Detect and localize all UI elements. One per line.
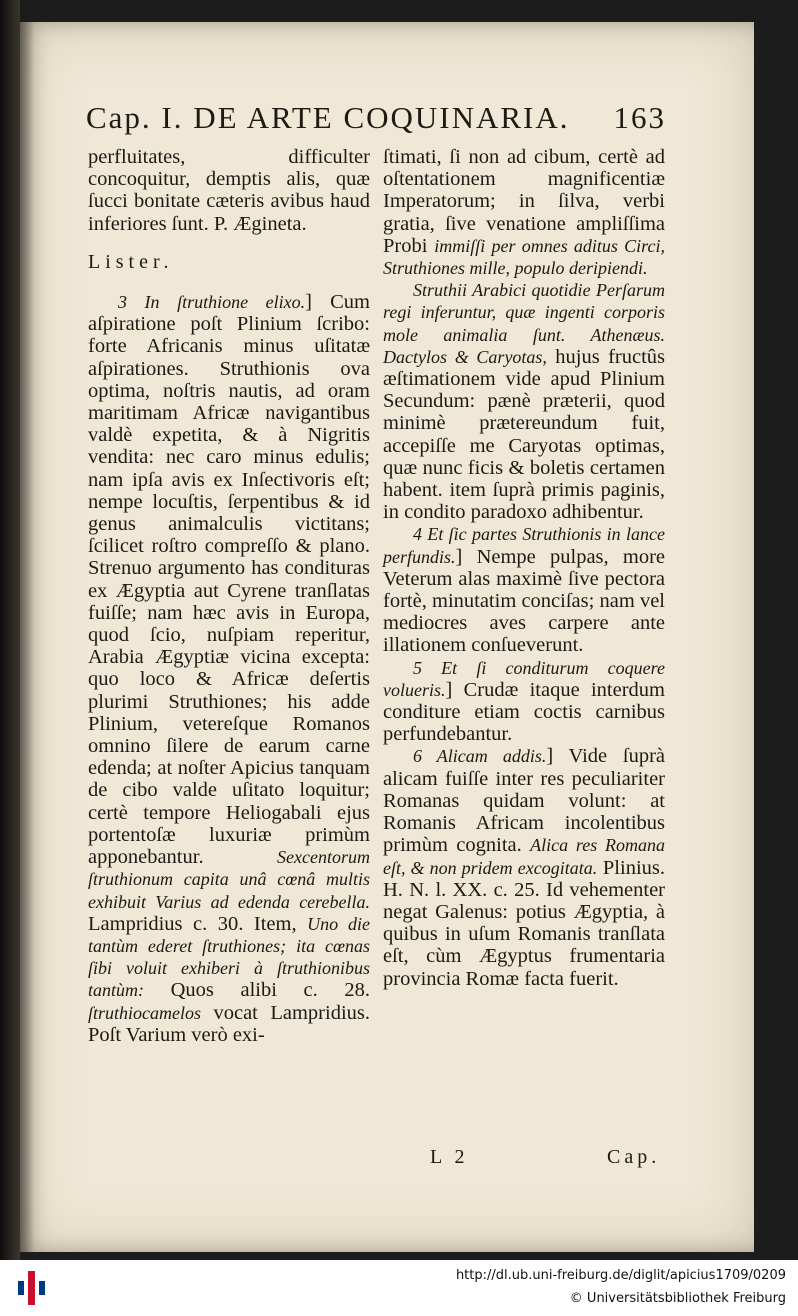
quotation: Uno die tantùm ederet ſtruthiones; ita cœnas ſibi voluit exhiberi à ſtruthionibus tantùm:	[88, 913, 370, 1001]
catchword: Cap.	[607, 1146, 661, 1168]
quotation: ſtruthiocamelos	[88, 1002, 201, 1023]
paragraph-text: ] Nempe pulpas, more Veterum alas maximè ſive pectora fortè, minutatim conciſas; nam vel mediocres aves carpere ante illationem conſueverunt.	[383, 545, 665, 657]
permalink-url[interactable]: http://dl.ub.uni-freiburg.de/diglit/apicius1709/0209	[455, 1268, 786, 1283]
page-number: 163	[613, 100, 666, 135]
scan-edge	[0, 0, 20, 1260]
paragraph: perfluitates, difficulter concoquitur, demptis alis, quæ ſucci bonitate cæteris avibus haud inferiores ſunt. P. Ægineta.	[88, 146, 370, 235]
page-gutter-shadow	[20, 22, 34, 1252]
lemma: 4 Et ſic partes Struthionis in lance perfundis.	[383, 524, 665, 567]
paragraph	[383, 279, 665, 523]
paragraph-text: vocat Lampridius. Poſt Varium verò exi-	[88, 1001, 370, 1046]
quotation: immiſſi per omnes aditus Circi, Struthiones mille, populo deripiendi.	[383, 235, 665, 279]
ub-freiburg-logo-icon[interactable]	[14, 1269, 52, 1307]
section-heading: Lister.	[88, 250, 174, 273]
paragraph-text: Quos alibi c. 28.	[170, 979, 370, 1002]
running-head	[86, 100, 670, 144]
lemma: 3 In ſtruthione elixo.	[118, 292, 306, 313]
paragraph-text: ] Cum aſpiratione poſt Plinium ſcribo: forte Africanis minus uſitatæ aſpirationes. Struthionis ova optima, noſtris nautis, ad oram maritimam Africæ navigantibus valdè expetita, & à Nigritis vendita: nec caro minus edulis; nam ipſa avis ex Inſectivoris eſt; nempe locuſtis, ſerpentibus & id genus animalculis victitans; ſcilicet roſtro compreſſo & plano. Strenuo argumento has condituras ex Ægyptia aut Cyrene tranſlatas fuiſſe; nam hæc avis in Europa, quod ſcio, nuſpiam reperitur, Arabia Ægyptiæ vicina excepta: quo loco & Africæ deſertis plurimi Struthiones; his adde Plinium, vetereſque Romanos omnino ſilere de earum carne edenda; at noſter Apicius tanquam de cibo valde uſitato loquitur; certè tempore Heliogabali ejus portentoſæ luxuriæ primùm apponebantur.	[88, 291, 370, 869]
viewer-footer	[0, 1260, 798, 1316]
lemma: 5 Et ſi conditurum coquere volueris.	[383, 657, 665, 700]
paragraph	[383, 657, 665, 746]
paragraph	[383, 745, 665, 989]
copyright-notice: © Universitätsbibliothek Freiburg	[569, 1291, 786, 1306]
paragraph-text: Lampridius c. 30. Item,	[88, 912, 297, 935]
quotation: Alica res Romana eſt, & non pridem excogitata.	[383, 835, 665, 878]
lemma: 6 Alicam addis.	[413, 746, 547, 767]
paragraph-text: Plinius. H. N. l. XX. c. 25. Id vehementer negat Galenus: potius Ægyptia, à quibus in uſum Romanis tranſlata eſt, cùm Ægyptus frumentaria provincia Romæ facta fuerit.	[383, 856, 665, 990]
paragraph	[383, 523, 665, 656]
text-column-left	[88, 146, 370, 1046]
paragraph	[383, 146, 665, 279]
paragraph-text: hujus fructûs æſtimationem vide apud Plinium Secundum: pænè præterii, quod minimè prætereundum fuit, accepiſſe me Caryotas optimas, quæ nunc ficis & boletis certamen habent. item ſuprà primis paginis, in condito paradoxo adhibentur.	[383, 345, 665, 524]
paragraph-text: ] Vide ſuprà alicam fuiſſe inter res peculiariter Romanas quidam volunt: at Romanis Africam incolentibus primùm cognita.	[383, 745, 665, 857]
quotation: Sexcentorum ſtruthionum capita unâ cœnâ multis exhibuit Varius ad edenda cerebella.	[88, 847, 370, 912]
signature-mark: L 2	[430, 1146, 469, 1168]
paragraph	[88, 291, 370, 1046]
text-column-right	[383, 146, 665, 990]
quotation: Struthii Arabici quotidie Perſarum regi inferuntur, quæ ingenti corporis mole animalia ſunt. Athenæus. Dactylos & Caryotas,	[383, 280, 665, 367]
paragraph-text: ſtimati, ſi non ad cibum, certè ad oſtentationem magnificentiæ Imperatorum; in ſilva, verbi gratia, ſive venatione ampliſſima Probi	[383, 146, 665, 257]
running-title: Cap. I. DE ARTE COQUINARIA.	[86, 100, 570, 135]
paragraph-text: ] Crudæ itaque interdum conditure etiam coctis carnibus perfundebantur.	[383, 678, 665, 746]
